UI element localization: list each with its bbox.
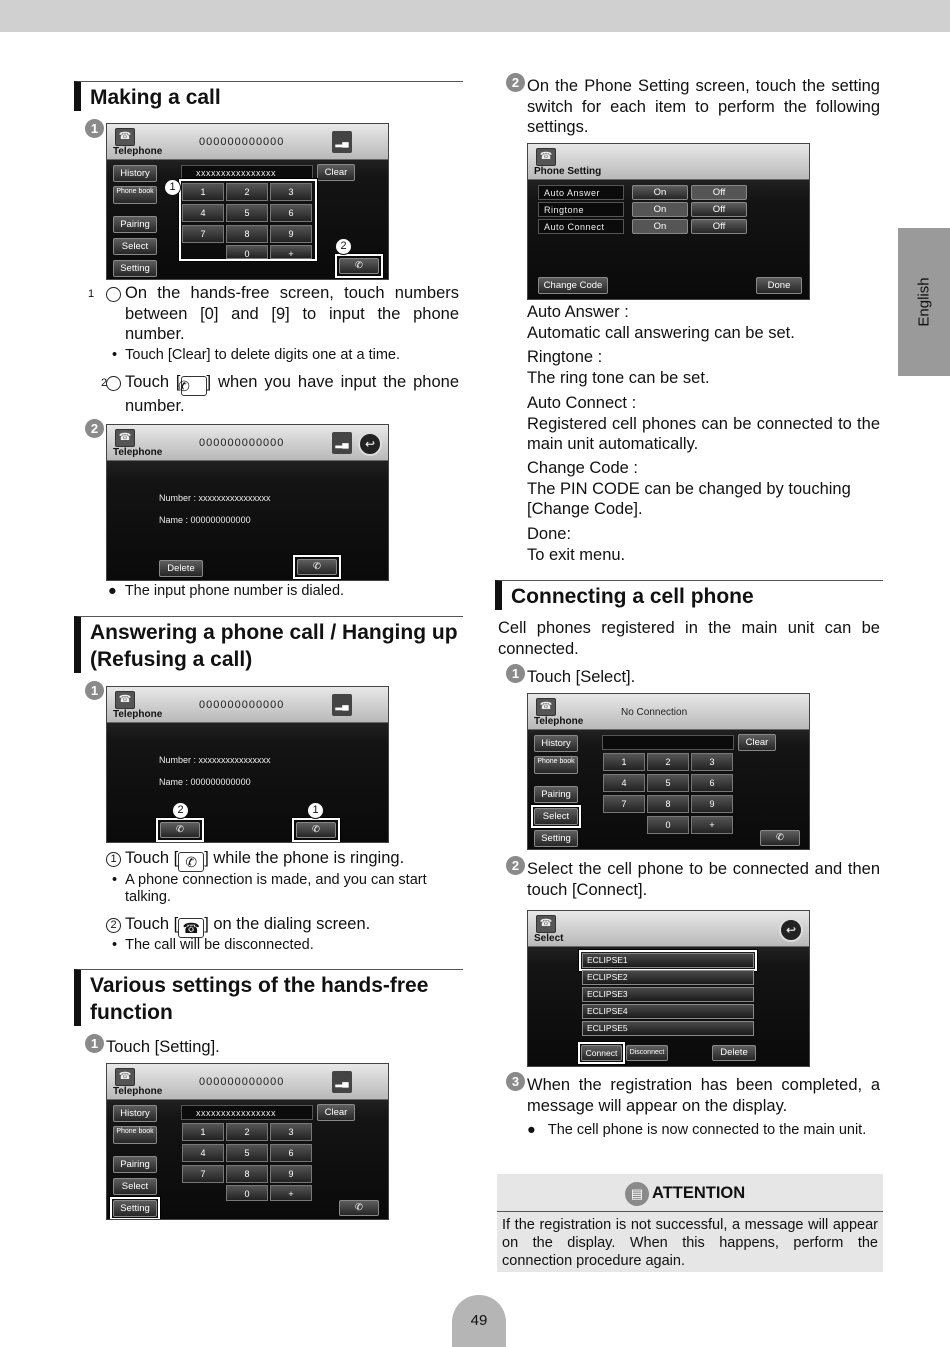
key-8[interactable]: 8 [226,1165,268,1183]
answer-instruction-1 [106,848,459,872]
bullet-connection-text: A phone connection is made, and you can start talking. [125,872,427,905]
telephone-icon: ☎ [115,429,135,447]
note-dialed: ● The input phone number is dialed. [108,583,345,599]
phone-setting-instruction: On the Phone Setting screen, touch the setting switch for each item to perform the following settings. [527,77,880,136]
screen-select-device [527,910,810,1067]
term: Auto Answer : [527,303,629,321]
done-button[interactable]: Done [756,277,802,294]
number-label: Number : xxxxxxxxxxxxxxxx [159,493,271,503]
answer-instruction-2-post: ] on the dialing screen. [204,915,371,933]
connection-status: No Connection [621,707,688,718]
attention-header [497,1174,883,1212]
bullet-connection: • A phone connection is made, and you can start talking. [112,872,427,905]
device-item[interactable]: ECLIPSE5 [582,1021,754,1036]
note-dialed-text: The input phone number is dialed. [124,583,345,599]
key-1[interactable]: 1 [182,1123,224,1141]
back-icon[interactable]: ↩ [358,432,382,456]
phone-icon: ✆ [355,260,363,271]
name-label: Name : 000000000000 [159,777,251,787]
delete-button[interactable]: Delete [712,1045,756,1061]
def-ringtone [527,347,880,388]
registration-complete-text: When the registration has been completed, a message will appear on the display. [527,1076,880,1115]
answer-instruction-2 [106,914,459,938]
auto-connect-label: Auto Connect [538,219,624,234]
term: Done: [527,525,572,543]
connect-button[interactable]: Connect [581,1045,622,1061]
name-label: Name : 000000000000 [159,515,251,525]
circled-number: 2 [106,376,121,391]
key-0[interactable]: 0 [226,245,268,259]
screen-header [107,687,388,723]
language-tab-label: English [915,277,933,327]
screen-title: Telephone [113,1086,163,1097]
phonebook-button[interactable]: Phone book [113,186,157,204]
key-6[interactable]: 6 [691,774,733,792]
step-number: 3 [506,1072,525,1091]
screen-setting-select [106,1063,389,1220]
phone-icon: ✆ [355,1202,363,1213]
select-button[interactable]: Select [113,1178,157,1195]
heading-answering: Answering a phone call / Hanging up (Refusing a call) [74,616,463,673]
number-label: Number : xxxxxxxxxxxxxxxx [159,755,271,765]
ringtone-label: Ringtone [538,202,624,217]
clear-button[interactable]: Clear [317,164,355,181]
telephone-icon: ☎ [115,1068,135,1086]
key-5[interactable]: 5 [226,1144,268,1162]
phonebook-button[interactable]: Phone book [113,1126,157,1144]
phone-on-hook-icon: ☎ [178,918,204,938]
screen-header [528,694,809,730]
callout-2: 2 [335,238,352,255]
term: Change Code : [527,459,638,477]
number-input[interactable]: xxxxxxxxxxxxxxxx [181,165,313,180]
heading-various-settings: Various settings of the hands-free function [74,969,463,1026]
screen-title: Telephone [113,447,163,458]
setting-button[interactable]: Setting [113,1200,157,1217]
hangup-button[interactable] [160,822,200,838]
signal-icon: ▂▄ [332,694,352,716]
telephone-icon: ☎ [536,698,556,716]
key-3[interactable]: 3 [270,1123,312,1141]
def-auto-answer [527,302,880,343]
history-button[interactable]: History [534,735,578,752]
select-button[interactable]: Select [113,238,157,255]
bullet-clear: • Touch [Clear] to delete digits one at a time. [112,347,400,363]
note-connected: ● The cell phone is now connected to the main unit. [527,1122,867,1138]
screen-title: Phone Setting [534,166,602,177]
call-button[interactable] [339,1200,379,1216]
key-0[interactable]: 0 [647,816,689,834]
answer-button[interactable] [296,822,336,838]
description: The ring tone can be set. [527,368,710,387]
history-button[interactable]: History [113,165,157,182]
signal-icon: ▂▄ [332,131,352,153]
key-2[interactable]: 2 [647,753,689,771]
phonebook-button[interactable]: Phone book [534,756,578,774]
auto-connect-off[interactable]: Off [691,219,747,234]
key-7[interactable]: 7 [182,225,224,243]
touch-select-text: Touch [Select]. [527,668,636,686]
call-button[interactable] [297,559,337,575]
signal-icon: ▂▄ [332,432,352,454]
screen-incoming [106,686,389,843]
auto-connect-on[interactable]: On [632,219,688,234]
key-9[interactable]: 9 [270,1165,312,1183]
telephone-icon: ☎ [536,915,556,933]
screen-phone-setting [527,143,810,300]
def-done [527,524,880,565]
setting-button[interactable]: Setting [113,260,157,277]
screen-title: Select [534,933,564,944]
device-item[interactable]: ECLIPSE2 [582,970,754,985]
clear-button[interactable]: Clear [317,1104,355,1121]
telephone-icon: ☎ [536,148,556,166]
key-6[interactable]: 6 [270,1144,312,1162]
step-number: 1 [506,664,525,683]
book-icon: ▤ [625,1182,649,1206]
key-8[interactable]: 8 [647,795,689,813]
setting-button[interactable]: Setting [534,830,578,847]
step-number: 1 [85,1034,104,1053]
screen-title: Telephone [113,146,163,157]
screen-phone-number: 000000000000 [199,699,285,711]
key-plus[interactable]: + [270,1185,312,1201]
def-change-code [527,458,880,520]
screen-header [107,124,388,160]
screen-header [107,425,388,461]
screen-phone-number: 000000000000 [199,136,285,148]
phone-off-hook-icon: ✆ [181,376,207,396]
circled-number: 1 [106,852,121,867]
screen-title: Telephone [113,709,163,720]
key-4[interactable]: 4 [182,1144,224,1162]
auto-answer-off[interactable]: Off [691,185,747,200]
key-0[interactable]: 0 [226,1185,268,1201]
circled-number: 2 [106,918,121,933]
telephone-icon: ☎ [115,691,135,709]
delete-button[interactable]: Delete [159,560,203,577]
phone-icon: ✆ [776,832,784,843]
key-4[interactable]: 4 [182,204,224,222]
pairing-button[interactable]: Pairing [534,786,578,803]
term: Ringtone : [527,348,603,366]
key-9[interactable]: 9 [691,795,733,813]
heading-making-call: Making a call [74,81,463,111]
attention-box [497,1174,883,1272]
pairing-button[interactable]: Pairing [113,216,157,233]
circled-number: 1 [106,287,121,302]
screen-header [107,1064,388,1100]
screen-dialing [106,424,389,581]
screen-header [528,144,809,180]
telephone-icon: ☎ [115,128,135,146]
step-number: 2 [506,73,525,92]
auto-answer-on[interactable]: On [632,185,688,200]
phone-hangup-icon: ✆ [176,824,184,835]
language-tab [898,228,950,376]
key-2[interactable]: 2 [226,183,268,201]
device-item[interactable]: ECLIPSE1 [582,953,754,968]
key-2[interactable]: 2 [226,1123,268,1141]
screen-no-connection [527,693,810,850]
screen-phone-number: 000000000000 [199,437,285,449]
key-3[interactable]: 3 [691,753,733,771]
key-9[interactable]: 9 [270,225,312,243]
step-number: 2 [85,419,104,438]
key-6[interactable]: 6 [270,204,312,222]
signal-icon: ▂▄ [332,1071,352,1093]
bullet-clear-text: Touch [Clear] to delete digits one at a time. [125,347,400,363]
number-input[interactable]: xxxxxxxxxxxxxxxx [181,1105,313,1120]
device-item[interactable]: ECLIPSE3 [582,987,754,1002]
screen-title: Telephone [534,716,584,727]
back-icon[interactable]: ↩ [779,918,803,942]
number-input[interactable] [602,735,734,750]
ringtone-off[interactable]: Off [691,202,747,217]
device-item[interactable]: ECLIPSE4 [582,1004,754,1019]
key-plus[interactable]: + [691,816,733,834]
key-7[interactable]: 7 [603,795,645,813]
ringtone-on[interactable]: On [632,202,688,217]
answer-instruction-1-pre: Touch [ [125,849,179,867]
key-5[interactable]: 5 [226,204,268,222]
description: Registered cell phones can be connected to the main unit automatically. [527,414,880,453]
key-plus[interactable]: + [270,245,312,259]
attention-body: If the registration is not successful, a message will appear on the display. When this happens, perform the connection procedure again. [502,1217,878,1269]
connecting-intro: Cell phones registered in the main unit can be connected. [498,619,880,658]
def-auto-connect [527,393,880,455]
bullet-disconnect: • The call will be disconnected. [112,937,314,953]
note-connected-text: The cell phone is now connected to the main unit. [547,1122,867,1138]
page-number: 49 [452,1295,506,1347]
description: Automatic call answering can be set. [527,323,795,342]
callout-2: 2 [172,802,189,819]
history-button[interactable]: History [113,1105,157,1122]
screen-header [528,911,809,947]
pairing-button[interactable]: Pairing [113,1156,157,1173]
select-connect-text: Select the cell phone to be connected and then touch [Connect]. [527,860,880,899]
key-5[interactable]: 5 [647,774,689,792]
step-number: 2 [506,856,525,875]
key-7[interactable]: 7 [182,1165,224,1183]
instruction-1-text: On the hands-free screen, touch numbers between [0] and [9] to input the phone number. [125,284,459,343]
instruction-1 [88,283,459,345]
term: Auto Connect : [527,394,637,412]
step-number: 1 [85,119,104,138]
answer-instruction-1-post: ] while the phone is ringing. [204,849,405,867]
instruction-2-pre: Touch [ [125,373,181,391]
attention-title: ATTENTION [652,1184,746,1202]
callout-1: 1 [164,179,181,196]
key-4[interactable]: 4 [603,774,645,792]
call-button[interactable] [760,830,800,846]
heading-connecting: Connecting a cell phone [495,580,883,610]
phone-off-hook-icon: ✆ [178,852,204,872]
top-bar [0,0,950,32]
clear-button[interactable]: Clear [738,734,776,751]
disconnect-button[interactable]: Disconnect [626,1045,668,1061]
bullet-disconnect-text: The call will be disconnected. [125,937,314,953]
description: The PIN CODE can be changed by touching [Change Code]. [527,479,851,518]
screen-dialpad [106,123,389,280]
select-button[interactable]: Select [534,808,578,825]
instruction-2-post: ] when you have input the phone number. [125,373,459,415]
answer-instruction-2-pre: Touch [ [125,915,179,933]
phone-answer-icon: ✆ [312,824,320,835]
phone-icon: ✆ [313,561,321,572]
instruction-2 [100,372,459,417]
key-1[interactable]: 1 [182,183,224,201]
auto-answer-label: Auto Answer [538,185,624,200]
touch-setting-text: Touch [Setting]. [106,1038,220,1056]
screen-phone-number: 000000000000 [199,1076,285,1088]
description: To exit menu. [527,545,626,564]
step-number: 1 [85,681,104,700]
key-1[interactable]: 1 [603,753,645,771]
callout-1: 1 [307,802,324,819]
change-code-button[interactable]: Change Code [538,277,608,294]
call-button[interactable] [339,258,379,274]
key-3[interactable]: 3 [270,183,312,201]
key-8[interactable]: 8 [226,225,268,243]
